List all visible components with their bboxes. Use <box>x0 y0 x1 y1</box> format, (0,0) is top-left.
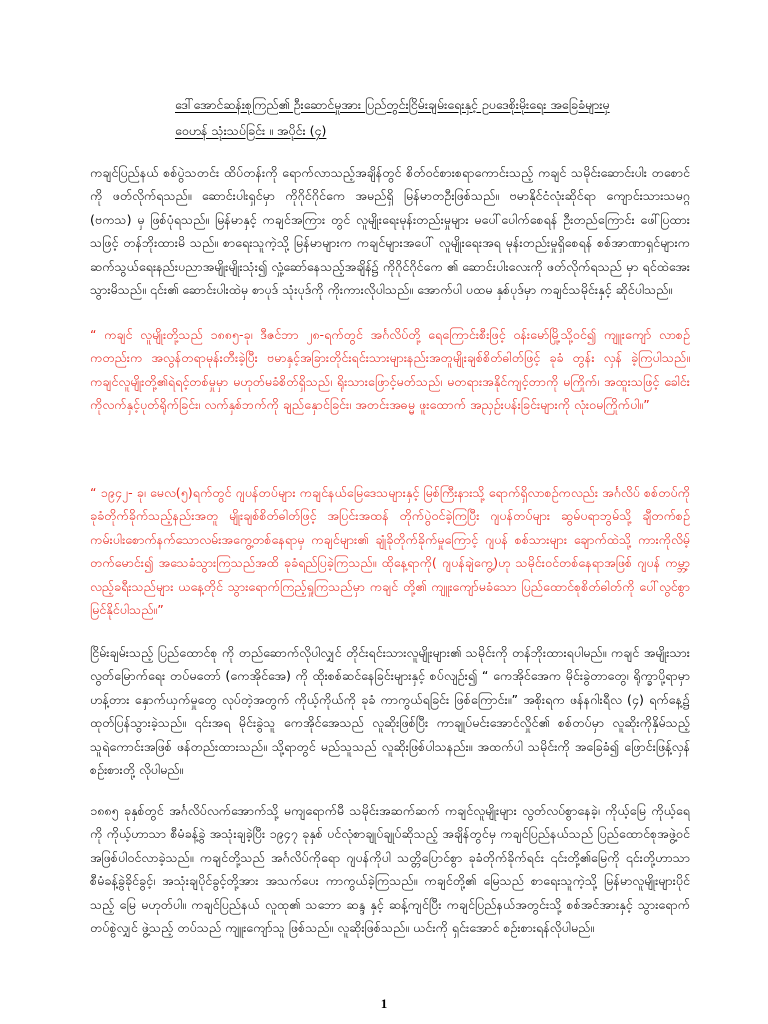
document-title <box>175 92 695 144</box>
quote-paragraph-1942: “ ၁၉၄၂- ခု၊ မေလ(၅)ရက်တွင် ဂျပန်တပ်များ ကချင်နယ်မြေဒေသများနှင့် မြစ်ကြီးနားသို့ ရောက်ရှိလာစဉ်ကလည်း အင်္ဂလိပ် စစ်တပ်ကို ခုခံတိုက်ခိုက်သည့်နည်းအတူ မျိုးချစ်စိတ်ဓါတ်ဖြင့် အပြင်းအထန် တိုက်ပွဲဝင်ခဲ့ကြပြီး ဂျပန်တပ်များ ဆွမ်ပရာဘွမ်သို့ ချီတက်စဉ် ကမ်းပါးစောက်နက်သောလမ်းအကွေ့တစ်နေရာမှ ကချင်များ၏ ချုံခိုတိုက်ခိုက်မှုကြောင့် ဂျပန် စစ်သားများ ချောက်ထဲသို့ ကားကိုလိမ့်တက်မောင်း၍ အသေခံသွားကြသည်အထိ ခုခံရည်ပြခဲ့ကြသည်။ ထိုနေ့ရာကို( ဂျပန်ချဲကွေ့)ဟု သမိုင်းဝင်တစ်နေရာအဖြစ် ဂျပန် ကမ္ဘာ့လည့်ခရီးသည်များ ယနေ့တိုင် သွားရောက်ကြည့်ရှုကြသည်မှာ ကချင် တို့၏ ကျူးကျော်မခံသော ပြည်ထောင်စုစိတ်ဓါတ်ကို ပေါ်လွင်စွာမြင်နိုင်ပါသည်။” <box>90 484 690 618</box>
title-line-1: ဒေါ်အောင်ဆန်းစုကြည်၏ ဦးဆောင်မှုအား ပြည်တွင်းငြိမ်းချမ်းရေးနှင့် ဥပဒေစိုးမိုးရေး အခြေခံများမှ <box>175 97 610 112</box>
title-line-2: ဝေဟန် သုံးသပ်ခြင်း ။ အပိုင်း (၄) <box>175 123 327 138</box>
page-number: 1 <box>380 996 388 1011</box>
paragraph-peace-union: ငြိမ်းချမ်းသည့် ပြည်ထောင်စု ကို တည်ဆောက်လိုပါလျှင် တိုင်းရင်းသားလူမျိုးများ၏ သမိုင်းကို တန်ဘိုးထားရပါမည်။ ကချင် အမျိုးသားလွတ်မြောက်ရေး တပ်မတော် (ကေအိုင်အေ) ကို ထိုးစစ်ဆင်နေခြင်းများနှင့် စပ်လျဉ်း၍ “ ကေအိုင်အေက မိုင်းခွဲတာတွေ၊ ရိုက္ခာပို့ရာမှာ ဟန့်တား နှောက်ယှက်မှုတွေ လုပ်တဲ့အတွက် ကိုယ့်ကိုယ်ကို ခုခံ ကာကွယ်ရခြင်း ဖြစ်ကြောင်း။” အစိုးရက ဖန်နဂါးရီလ (၄) ရက်နေ့၌ ထုတ်ပြန်သွားခဲ့သည်။ ၎င်းအရ မိုင်းခွဲသူ ကေအိုင်အေသည် လူဆိုးဖြစ်ပြီး ကာချုပ်မင်းအောင်လှိုင်၏ စစ်တပ်မှာ လူဆိုးကိုနှိမ်သည့် သူရဲကောင်းအဖြစ် ဖန်တည်းထားသည်။ သို့ရာတွင် မည်သူသည် လူဆိုးဖြစ်ပါသနည်း။ အထက်ပါ သမိုင်းကို အခြေခံ၍ ဖြောင်းဖြန့်လှန်စဉ်းစားတို့ လိုပါမည်။ <box>90 644 690 778</box>
paragraph-intro: ကချင်ပြည်နယ် စစ်ပွဲသတင်း ထိပ်တန်းကို ရောက်လာသည့်အချိန်တွင် စိတ်ဝင်စားစရာကောင်းသည့် ကချင် သမိုင်းဆောင်းပါး တစောင်ကို ဖတ်လိုက်ရသည်။ ဆောင်းပါးရှင်မှာ ကိုဂိုင်ဂိုင်ကေ အမည်ရှိ မြန်မာတဦးဖြစ်သည်။ ဗမာနိုင်ငံလုံးဆိုင်ရာ ကျောင်းသားသမဂ္ဂ (ဗကသ) မှ ဖြစ်ပုံရသည်။ မြန်မာနှင့် ကချင်အကြား တွင် လူမျိုးရေးမုန်းတည်းမှုများ မပေါ်ပေါက်စေရန် ဦးတည်ကြောင်း ဖေါ်ပြထားသဖြင့် တန်ဘိုးထားမိ သည်။ စာရေးသူကဲ့သို့ မြန်မာများက ကချင်များအပေါ် လူမျိုးရေးအရ မုန်းတည်းမှုရှိစေရန် စစ်အာဏာရှင်များက ဆက်သွယ်ရေးနည်းပညာအမျိုးမျိုးသုံး၍ လှုံ့ဆော်နေသည့်အချိန်၌ ကိုဂိုင်ဂိုင်ကေ ၏ ဆောင်းပါးလေးကို ဖတ်လိုက်ရသည် မှာ ရင်ထဲအေးသွားမိသည်။ ၎င်း၏ ဆောင်းပါးထဲမှ စာပုဒ် သုံးပုဒ်ကို ကိုးကားလိုပါသည်။ အောက်ပါ ပထမ နှစ်ပုဒ်မှာ ကချင်သမိုင်းနှင့် ဆိုင်ပါသည်။ <box>90 164 690 298</box>
quote-paragraph-1885: “ ကချင် လူမျိုးတို့သည် ၁၈၈၅-ခု၊ ဒီဇင်ဘာ ၂၈-ရက်တွင် အင်္ဂလိပ်တို့ ရေကြောင်းစီးဖြင့် ဝန်းမော်မြို့သို့ဝင်၍ ကျူးကျော် လာစဉ်ကတည်းက အလွန်တရာမုန်းတီးခဲ့ပြီး ဗမာနှင့်အခြားတိုင်းရင်းသားများနည်းအတူမျိုးချစ်စိတ်ဓါတ်ဖြင့် ခုခံ တွန်း လှန် ခဲ့ကြပါသည်။ ကချင်လူမျိုးတို့၏ရဲရင့်တစ်မှုမှာ မဟုတ်မခံစိတ်ရှိသည်၊ ရိုးသားဖြောင့်မတ်သည်၊ မတရားအနိုင်ကျင့်တာကို မကြိုက်၊ အထူးသဖြင့် ခေါင်းကိုလက်နှင့်ပုတ်ရိုက်ခြင်း၊ လက်နှစ်ဘက်ကို ချည်နှောင်ခြင်း၊ အတင်းအဓမ္မ ဖူးထောက် အညှဉ်းပန်းခြင်းများကို လုံးဝမကြိုက်ပါ။” <box>90 326 690 413</box>
paragraph-history-1885: ၁၈၈၅ ခုနှစ်တွင် အင်္ဂလိပ်လက်အောက်သို့ မကျရောက်မီ သမိုင်းအဆက်ဆက် ကချင်လူမျိုးများ လွတ်လပ်စွာနေခဲ့၊ ကိုယ့်မြေ ကိုယ့်ရေကို ကိုယ့်ဟာသာ စီမံခန့်ခွဲ အသုံးချခဲ့ပြီး ၁၉၄၇ ခုနှစ် ပင်လုံစာချုပ်ချုပ်ဆိုသည့် အချိန်တွင်မှ ကချင်ပြည်နယ်သည် ပြည်ထောင်စုအဖွဲ့ဝင် အဖြစ်ပါဝင်လာခဲ့သည်။ ကချင်တို့သည် အင်္ဂလိပ်ကိုရော ဂျပန်ကိုပါ သတ္တိပြောင်စွာ ခုခံတိုက်ခိုက်ရင်း ၎င်းတို့၏မြေကို ၎င်းတို့ဟာသာ စီမံခန့်ခွဲခိုင်ခွင့်၊ အသုံးချပိုင်ခွင့်တို့အား အသက်ပေး ကာကွယ်ခဲ့ကြသည်။ ကချင်တို့၏ မြေသည် စာရေးသူကဲ့သို့ မြန်မာလူမျိုးများပိုင်သည့် မြေ မဟုတ်ပါ။ ကချင်ပြည်နယ် လူထု၏ သဘော ဆန္ဒ နှင့် ဆန့်ကျင်ပြီး ကချင်ပြည်နယ်အတွင်းသို့ စစ်အင်အားနှင့် သွားရောက်တပ်စွဲလျှင် ဖွဲ့သည့် တပ်သည် ကျူးကျော်သူ ဖြစ်သည်။ လူဆိုးဖြစ်သည်။ ယင်းကို ရှင်းအောင် စဉ်းစားရန်လိုပါမည်။ <box>90 802 690 936</box>
